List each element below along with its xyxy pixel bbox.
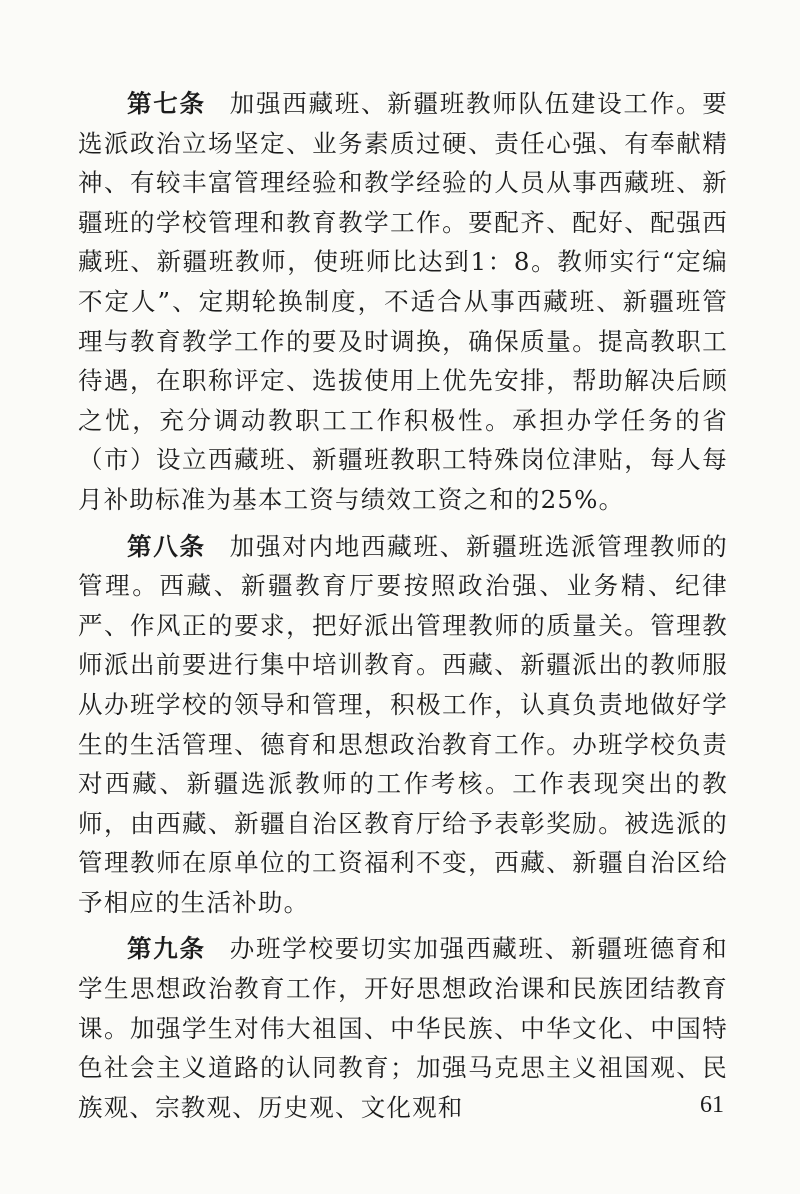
article-9-label: 第九条 [127,934,206,964]
article-8 [78,527,728,923]
article-8-label: 第八条 [127,531,206,561]
document-body [78,84,728,1134]
page-number: 61 [700,1092,724,1118]
article-8-text: 加强对内地西藏班、新疆班选派管理教师的管理。西藏、新疆教育厅要按照政治强、业务精、纪律严、作风正的要求，把好派出管理教师的质量关。管理教师派出前要进行集中培训教育。西藏、新疆派出的教师服从办班学校的领导和管理，积极工作，认真负责地做好学生的生活管理、德育和思想政治教育工作。办班学校负责对西藏、新疆选派教师的工作考核。工作表现突出的教师，由西藏、新疆自治区教育厅给予表彰奖励。被选派的管理教师在原单位的工资福利不变，西藏、新疆自治区给予相应的生活补助。 [78,531,728,917]
article-9-text: 办班学校要切实加强西藏班、新疆班德育和学生思想政治教育工作，开好思想政治课和民族团结教育课。加强学生对伟大祖国、中华民族、中华文化、中国特色社会主义道路的认同教育；加强马克思主义祖国观、民族观、宗教观、历史观、文化观和 [78,934,728,1122]
article-7-text: 加强西藏班、新疆班教师队伍建设工作。要选派政治立场坚定、业务素质过硬、责任心强、有奉献精神、有较丰富管理经验和教学经验的人员从事西藏班、新疆班的学校管理和教育教学工作。要配齐、配好、配强西藏班、新疆班教师，使班师比达到1：8。教师实行“定编不定人”、定期轮换制度，不适合从事西藏班、新疆班管理与教育教学工作的要及时调换，确保质量。提高教职工待遇，在职称评定、选拔使用上优先安排，帮助解决后顾之忧，充分调动教职工工作积极性。承担办学任务的省（市）设立西藏班、新疆班教职工特殊岗位津贴，每人每月补助标准为基本工资与绩效工资之和的25%。 [78,89,728,514]
article-7 [78,84,728,520]
article-9 [78,929,728,1127]
article-7-label: 第七条 [127,89,206,118]
